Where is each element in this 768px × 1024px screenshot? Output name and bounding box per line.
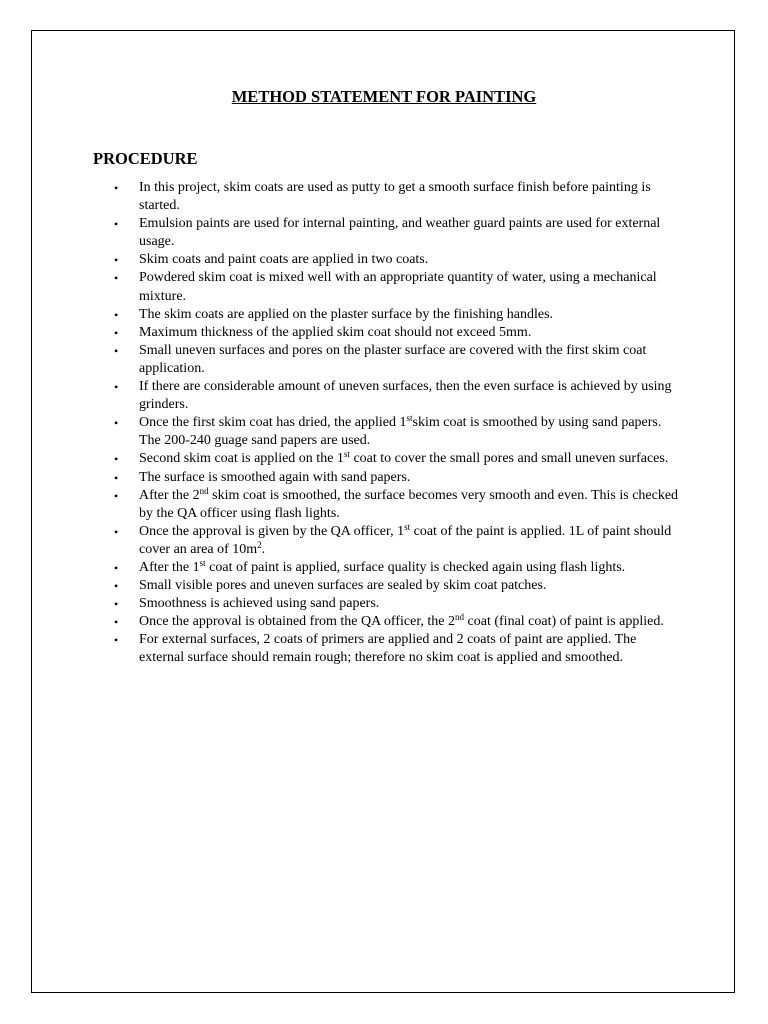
list-item <box>93 613 683 631</box>
bullet-icon: • <box>114 524 119 539</box>
bullet-icon: • <box>114 307 119 322</box>
ordinal-superscript: st <box>404 521 411 532</box>
list-item-text: For external surfaces, 2 coats of primers are applied and 2 coats of paint are applied. The external surface should remain rough; therefore no skim coat is applied and smoothed. <box>139 632 637 666</box>
list-item-text: Smoothness is achieved using sand papers. <box>139 596 380 612</box>
list-item <box>93 251 683 269</box>
bullet-icon: • <box>114 217 119 232</box>
list-item-text: Emulsion paints are used for internal painting, and weather guard paints are used for external usage. <box>139 216 661 250</box>
list-item-text: Once the approval is obtained from the QA officer, the 2nd coat (final coat) of paint is applied. <box>139 612 664 630</box>
ordinal-superscript: nd <box>199 485 209 496</box>
list-item-text: Once the first skim coat has dried, the applied 1stskim coat is smoothed by using sand papers. The 200-240 guage sand papers are used. <box>139 413 662 449</box>
bullet-icon: • <box>114 579 119 594</box>
document-title: METHOD STATEMENT FOR PAINTING <box>231 87 537 106</box>
list-item-text: Small uneven surfaces and pores on the plaster surface are covered with the first skim coat application. <box>139 342 647 376</box>
bullet-icon: • <box>114 380 119 395</box>
list-item-text: In this project, skim coats are used as putty to get a smooth surface finish before painting is started. <box>139 180 651 214</box>
list-item <box>93 306 683 324</box>
list-item <box>93 631 683 667</box>
bullet-icon: • <box>114 560 119 575</box>
list-item <box>93 269 683 305</box>
bullet-icon: • <box>114 416 119 431</box>
list-item-text: Skim coats and paint coats are applied in two coats. <box>139 252 429 268</box>
bullet-icon: • <box>114 271 119 286</box>
list-item <box>93 450 683 468</box>
list-item <box>93 487 683 523</box>
list-item-text: The surface is smoothed again with sand papers. <box>139 469 411 485</box>
list-item <box>93 378 683 414</box>
list-item <box>93 179 683 215</box>
list-item <box>93 559 683 577</box>
bullet-icon: • <box>114 615 119 630</box>
section-heading-procedure: PROCEDURE <box>93 149 198 168</box>
bullet-icon: • <box>114 597 119 612</box>
procedure-bullet-list <box>93 179 683 668</box>
bullet-icon: • <box>114 343 119 358</box>
bullet-icon: • <box>114 253 119 268</box>
list-item-text: Once the approval is given by the QA officer, 1st coat of the paint is applied. 1L of paint should cover an area of $10m^2$. <box>139 521 672 557</box>
bullet-icon: • <box>114 470 119 485</box>
list-item <box>93 523 683 559</box>
exponent-superscript: 2 <box>257 539 262 550</box>
list-item-text: Powdered skim coat is mixed well with an appropriate quantity of water, using a mechanical mixture. <box>139 270 657 304</box>
list-item-text: Small visible pores and uneven surfaces are sealed by skim coat patches. <box>139 578 547 594</box>
list-item-text: If there are considerable amount of uneven surfaces, then the even surface is achieved by using grinders. <box>139 379 672 413</box>
ordinal-superscript: nd <box>455 612 465 623</box>
list-item <box>93 577 683 595</box>
list-item <box>93 324 683 342</box>
bullet-icon: • <box>114 488 119 503</box>
list-item <box>93 215 683 251</box>
list-item <box>93 595 683 613</box>
bullet-icon: • <box>114 181 119 195</box>
ordinal-superscript: st <box>406 413 413 424</box>
list-item <box>93 469 683 487</box>
bullet-icon: • <box>114 325 119 340</box>
list-item <box>93 414 683 450</box>
list-item-text: Second skim coat is applied on the 1st coat to cover the small pores and small uneven surfaces. <box>139 449 669 467</box>
ordinal-superscript: st <box>343 449 350 460</box>
bullet-icon: • <box>114 633 119 648</box>
list-item-text: After the 2nd skim coat is smoothed, the surface becomes very smooth and even. This is checked by the QA officer using flash lights. <box>139 485 679 521</box>
list-item-text: After the 1st coat of paint is applied, surface quality is checked again using flash lights. <box>139 557 626 575</box>
bullet-icon: • <box>114 452 119 467</box>
list-item-text: The skim coats are applied on the plaster surface by the finishing handles. <box>139 306 554 322</box>
list-item <box>93 342 683 378</box>
list-item-text: Maximum thickness of the applied skim coat should not exceed 5mm. <box>139 324 532 340</box>
ordinal-superscript: st <box>199 557 206 568</box>
